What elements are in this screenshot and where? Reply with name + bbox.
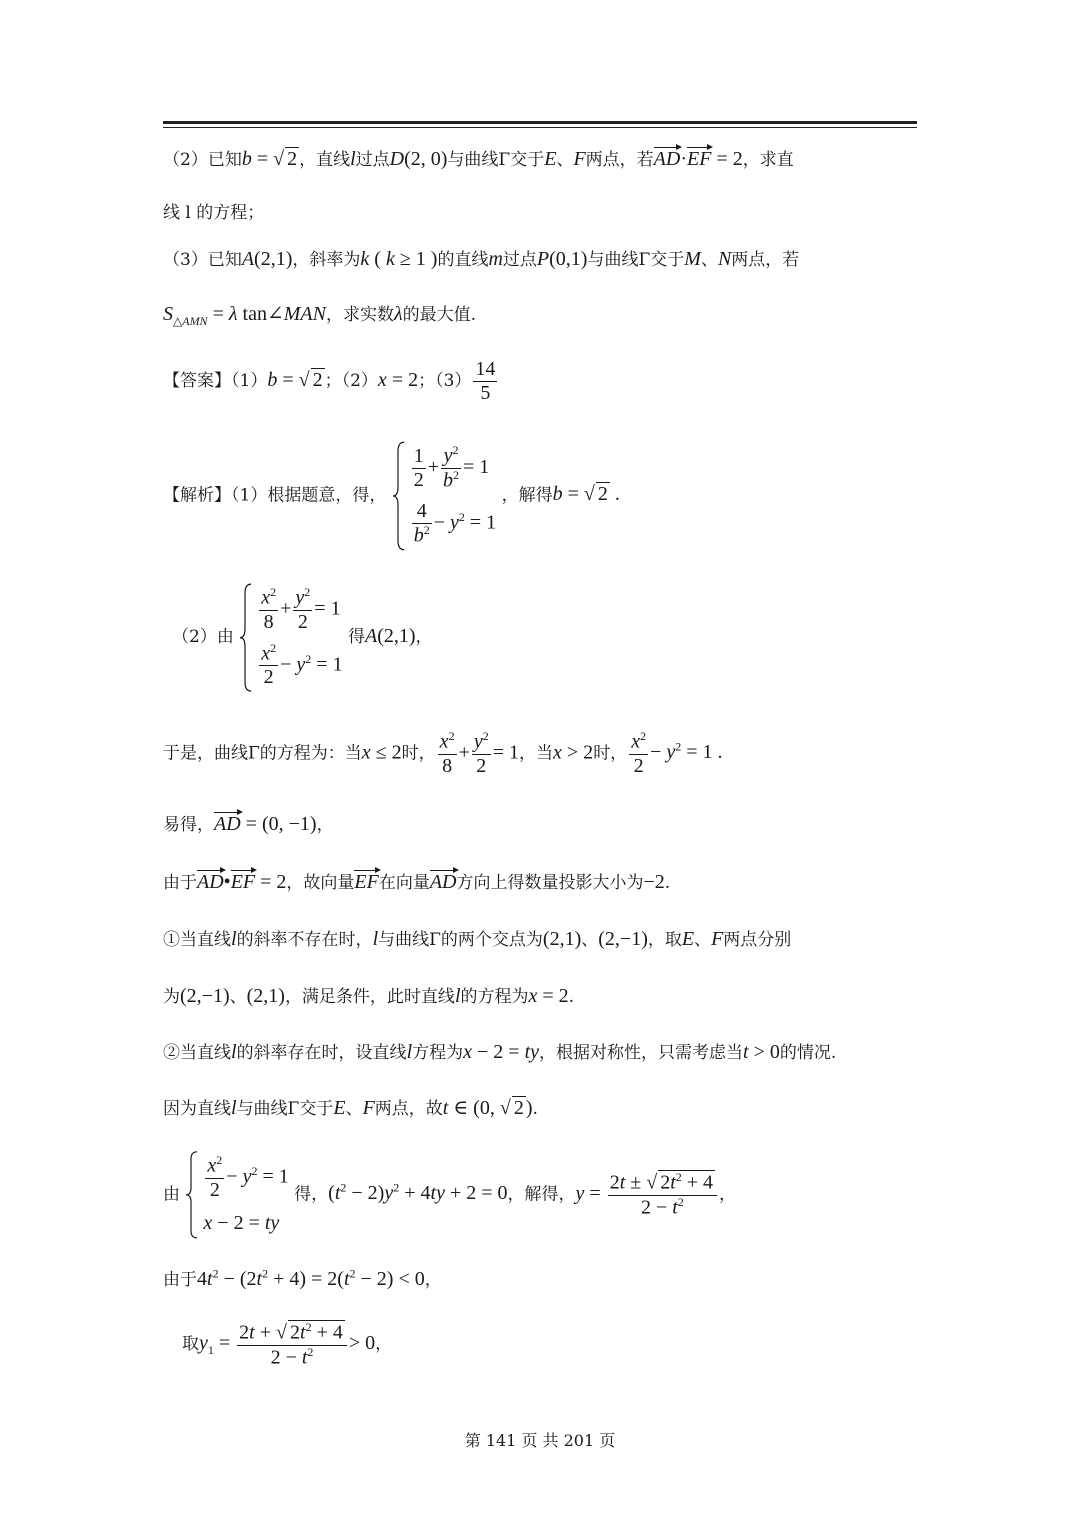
text: （2）已知 [163, 150, 242, 170]
text: （1） [231, 371, 268, 391]
text: ，根据对称性，只需考虑当 [539, 1043, 744, 1063]
text: 方程为 [412, 1043, 464, 1063]
text: ，当 [519, 743, 554, 764]
case2-line2: 因为直线l与曲线Γ交于E、F两点，故t ∈ (0, √ 2 ). [163, 1097, 538, 1119]
text: 由于 [163, 873, 197, 893]
text: 与曲线Γ交于 [236, 1099, 334, 1119]
text: ；（3） [418, 371, 472, 391]
text: ，斜率为 [292, 250, 361, 270]
text: ，求实数 [325, 305, 394, 325]
math-point-p: P(0,1) [536, 248, 588, 270]
text: 、 [556, 150, 574, 170]
text: 的直线 [437, 250, 489, 270]
case1-line2: 为(2,−1)、(2,1)，满足条件，此时直线l的方程为x = 2. [163, 985, 575, 1007]
text: （1）根据题意，得， [231, 485, 387, 506]
text: 两点，若 [585, 150, 654, 170]
text: 为 [163, 987, 180, 1007]
text: ②当直线 [163, 1043, 231, 1063]
answer-line: 【答案】（1）b = √ 2 ；（2）x = 2；（3） $\frac{14}{5}$ [163, 358, 496, 404]
case2-system-line: 由 $\frac{x^2}{2}$ − $y^2 = 1$ x − 2 = ty 得，$(t^2 - 2)y^2 + 4ty + 2 = 0$，解得，y = $\frac{2t \pm √ 2t^2 + 4}{2 - t^2}$ ， [163, 1150, 736, 1240]
answer-fraction: $\frac{14}{5}$ [475, 358, 496, 404]
text: 、 [581, 930, 599, 950]
analysis-part1: 【解析】（1）根据题意，得， $\frac{1}{2}$ + $\frac{y^2}{b^2}$ = 1 $\frac{4}{b^2}$ − $y^2 = 1$ ，解得b = √ 2 . [163, 440, 620, 552]
answer-label: 【答案】 [163, 371, 231, 391]
analysis-part2-system: （2）由 $\frac{x^2}{8}$ + $\frac{y^2}{2}$ = 1 $\frac{x^2}{2}$ − $y^2 = 1$ 得A(2,1)， [172, 582, 433, 693]
ad-vector-line: 易得，AD = (0, −1)， [163, 813, 334, 835]
analysis-label: 【解析】 [163, 485, 231, 506]
text: 与曲线Γ交于 [587, 250, 685, 270]
math-point-d: D(2, 0) [389, 148, 448, 170]
text: 的方程为 [460, 987, 529, 1007]
text: 的最大值. [402, 305, 477, 325]
math-m-point: M [684, 248, 701, 270]
equation-system-2: $\frac{x^2}{8}$ + $\frac{y^2}{2}$ = 1 $\frac{x^2}{2}$ − $y^2 = 1$ [239, 582, 342, 693]
math-dot-product: AD·EF = 2 [653, 148, 743, 170]
math-k: k ( k ≥ 1 ) [360, 248, 438, 270]
text: 、 [229, 987, 247, 1007]
text: 得 [347, 627, 365, 648]
text: 的斜率不存在时， [236, 930, 373, 950]
text: 与曲线Γ交于 [447, 150, 545, 170]
math-n-point: N [717, 248, 732, 270]
text: 得， [294, 1184, 329, 1205]
text: 过点 [502, 250, 537, 270]
text: 两点，故 [374, 1099, 443, 1119]
text: 过点 [355, 150, 390, 170]
text: 由 [163, 1184, 180, 1205]
text: 易得， [163, 815, 214, 835]
text: ①当直线 [163, 930, 231, 950]
problem-part3-line1 [163, 245, 799, 271]
text: 、 [700, 250, 718, 270]
case1-line1: ①当直线l的斜率不存在时，l与曲线Γ的两个交点为(2,1)、(2,−1)，取E、F两点分别 [163, 928, 792, 950]
text: 时， [593, 743, 628, 764]
math-m: m [488, 248, 503, 270]
inequality-line: 由于$4t^2 - (2t^2 + 4) = 2(t^2 - 2) < 0$， [163, 1266, 442, 1290]
text: ，求直 [742, 150, 794, 170]
text: 的情况. [779, 1043, 837, 1063]
y1-line: 取$y_1$ = $\frac{2t + √ 2t^2 + 4}{2 - t^2}$ > 0， [182, 1320, 393, 1369]
curve-equation-line: 于是，曲线Γ的方程为：当x ≤ 2时， $\frac{x^2}{8}$ + $\frac{y^2}{2}$ = 1，当x > 2时， $\frac{x^2}{2}$ − $y^2 = 1$ . [163, 729, 723, 777]
text: ；（2） [324, 371, 378, 391]
text: 在向量 [378, 873, 430, 893]
math-lambda: λ [393, 303, 403, 325]
text: ，故向量 [286, 873, 355, 893]
text: 的斜率存在时，设直线 [236, 1043, 407, 1063]
text: ，满足条件，此时直线 [284, 987, 455, 1007]
text: （2）由 [172, 627, 234, 648]
math-area-eq: $S_{\triangle AMN} = \lambda$ tan∠MAN [163, 303, 326, 328]
problem-part3-line2 [163, 300, 476, 329]
text: 取 [182, 1334, 199, 1355]
math-e: E [544, 148, 557, 170]
problem-part2-line2: 线 l 的方程； [163, 203, 265, 223]
text: ，解得， [507, 1184, 576, 1205]
text: 、 [345, 1099, 363, 1119]
text: 、 [694, 930, 712, 950]
math-f: F [573, 148, 586, 170]
text: ，直线 [299, 150, 351, 170]
text: 时， [401, 743, 436, 764]
text: 两点，若 [731, 250, 800, 270]
page-footer: 第 141 页 共 201 页 [464, 1431, 616, 1450]
header-rule-thick [163, 121, 917, 124]
text: 两点分别 [723, 930, 792, 950]
text: ，解得 [501, 485, 553, 506]
text: （3）已知 [163, 250, 242, 270]
case2-line1: ②当直线l的斜率存在时，设直线l方程为x − 2 = ty，根据对称性，只需考虑当t > 0的情况. [163, 1041, 837, 1063]
text: 因为直线 [163, 1099, 231, 1119]
problem-part2-line1: （2）已知b = √ 2 ，直线l过点D(2, 0)与曲线Γ交于E、F两点，若AD·EF = 2，求直 [163, 148, 794, 170]
math-point-a: A(2,1) [241, 248, 293, 270]
text: ，取 [647, 930, 682, 950]
equation-system-3: $\frac{x^2}{2}$ − $y^2 = 1$ x − 2 = ty [185, 1150, 288, 1240]
projection-line: 由于AD•EF = 2，故向量EF在向量AD方向上得数量投影大小为−2. [163, 871, 671, 893]
equation-system-1: $\frac{1}{2}$ + $\frac{y^2}{b^2}$ = 1 $\frac{4}{b^2}$ − $y^2 = 1$ [392, 440, 496, 552]
text: 方向上得数量投影大小为 [456, 873, 644, 893]
math-b-eq: b [241, 148, 252, 170]
header-rule-thin [163, 127, 917, 128]
text: 于是，曲线Γ的方程为：当 [163, 743, 362, 764]
text: 由于 [163, 1270, 197, 1290]
text: 与曲线Γ的两个交点为 [378, 930, 543, 950]
